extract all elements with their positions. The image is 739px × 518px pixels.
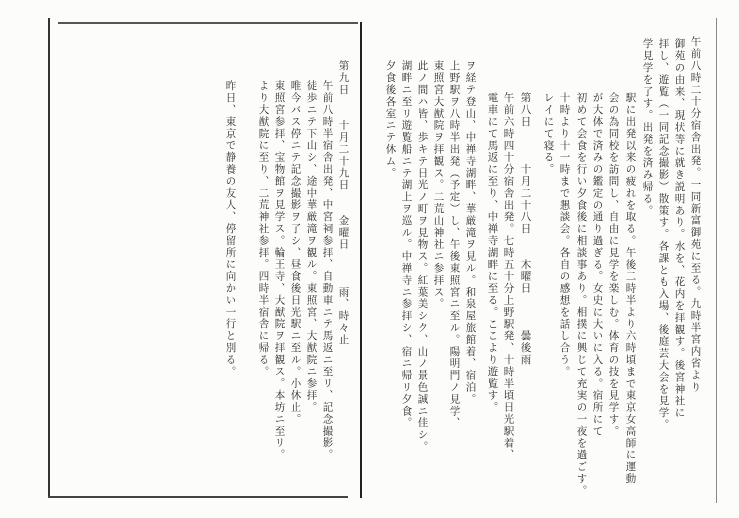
page-top-edge [58,22,358,24]
text-column: 電車にて馬返に至り、中禅寺湖畔に至る。ここより遊覧す。 [486,92,499,414]
text-column: 駅に出発以来の疲れを取る。午後二時半より六時頃まで東京女高師に運動 [624,92,637,485]
page-right-edge [716,18,717,503]
text-column: 午前八時半宿舎出発、中宮祠参拝、自動車ニテ馬返ニ至リ、記念撮影。 [321,80,334,461]
text-column: 午前六時四十分宿舎出発。七時五十分上野駅発、十時半頃日光駅着、 [502,92,515,461]
text-column: 第八日 十月二十八日 木曜日 曇後雨 [519,92,532,366]
text-column: 唯今バス停ニテ記念撮影ヲ了シ、昼食後日光駅ニ至ル。小休止。 [289,80,302,426]
text-column: 午前八時二十分宿舎出発。一同新富御苑に至る。九時半宮内省より [689,36,702,393]
center-fold-line [360,22,362,498]
text-column: 東照宮参拝、宝物館ヲ見学ス。輪王寺、大猷院ヲ拝観ス。本坊ニ至リ。 [273,80,286,461]
page-left-edge [48,18,50,498]
text-column: 御苑の由来、現状等に就き説明あり。水を、花内を拝観す。後宮神社に [673,38,686,419]
text-column: より大猷院に至り、二荒神社参拝。四時半宿舎に帰る。 [257,80,270,378]
text-column: 東照宮大猷院ヲ拝観ス。二荒山神社ニ参拝ス。 [432,60,445,310]
text-column: 徒歩ニテ下山シ、途中華厳滝ヲ観ル。東照宮、大猷院ニ参拝。 [305,80,318,414]
text-column: 夕食後各室ニテ休ム。 [384,60,397,179]
text-column: が大体で済みの鑑定の通り過ぎる。女史に大いに入る。宿所にて [591,92,604,438]
text-column: レイにて寝る。 [542,92,555,176]
text-column: 昨日、東京で静養の友人、停留所に向かい一行と別る。 [224,80,237,378]
text-column: 十時より十一時まで懇談会。各自の感想を話し合う。 [558,92,571,378]
text-column: 湖畔ニ至リ遊覧船ニテ湖上ヲ巡ル。中禅寺ニ参拝シ、宿ニ帰リ夕食。 [400,60,413,429]
text-column: 会の為同校を訪問し、自由に見学を楽しむ。体育の技を見学す。 [607,92,620,438]
text-column: 上野駅ヲ八時半出発（予定）し、午後東照宮ニ至ル。陽明門ノ見学、 [448,60,461,429]
text-column: 初めて会食を行い夕食後に相談事あり。相撲に興じて充実の一夜を過ごす。 [575,92,588,497]
text-column: 学見学を了す。出発を済み帰る。 [641,38,654,217]
text-column: 此ノ間ハ皆、歩キテ日光ノ町ヲ見物ス。紅葉美シク、山ノ景色誠ニ佳シ。 [416,60,429,453]
page-bottom-edge [48,496,348,498]
text-column: 拝し、遊覧（一同記念撮影）散策す。各課とも入場、後庭芸大会を見学。 [657,38,670,431]
text-column: 第九日 十月二十九日 金曜日 雨、時々止 [337,60,350,346]
text-column: ヲ経テ登山、中禅寺湖畔、華厳滝ヲ見ル。和泉屋旅館着、宿泊。 [464,60,477,406]
